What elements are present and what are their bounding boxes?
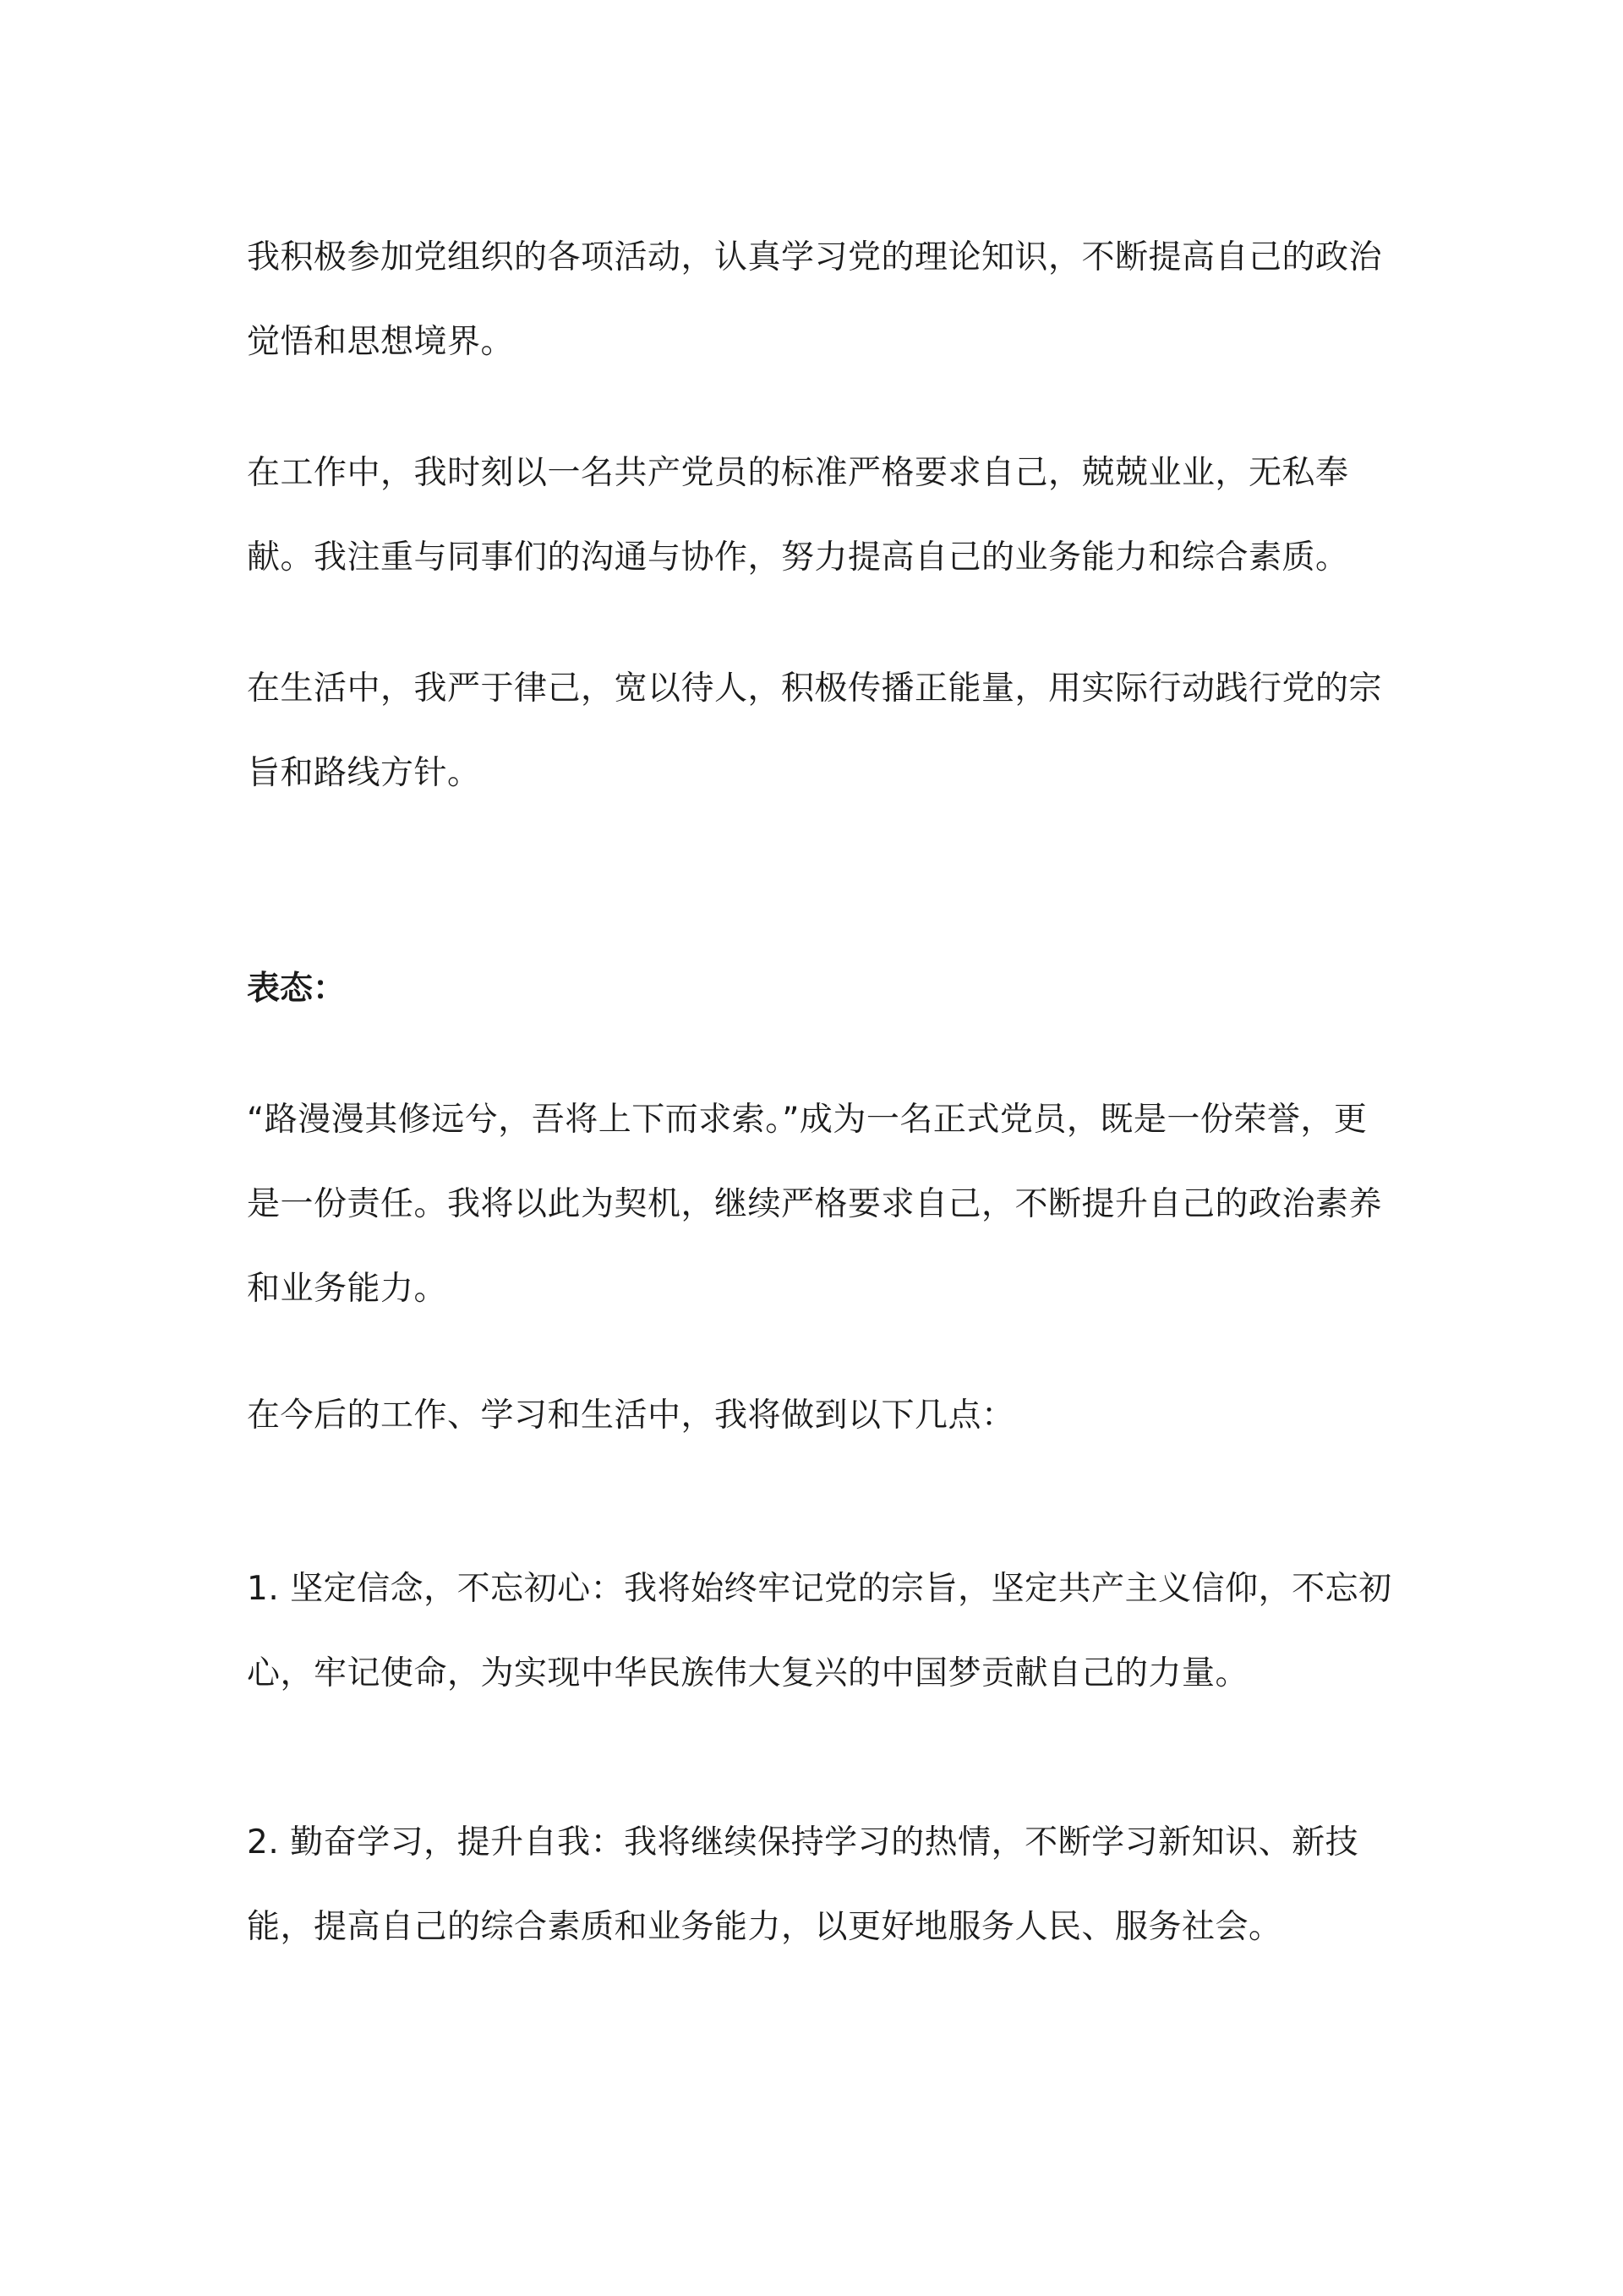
paragraph-life: 在生活中，我严于律己，宽以待人，积极传播正能量，用实际行动践行党的宗旨和路线方针。 — [247, 670, 1383, 792]
paragraph-party-activities: 我积极参加党组织的各项活动，认真学习党的理论知识，不断提高自己的政治觉悟和思想境界。 — [247, 238, 1383, 361]
paragraph-work: 在工作中，我时刻以一名共产党员的标准严格要求自己，兢兢业业，无私奉献。我注重与同事们的沟通与协作，努力提高自己的业务能力和综合素质。 — [247, 454, 1349, 577]
section-heading-statement: 表态： — [247, 970, 347, 1008]
list-item-point-2: 2. 勤奋学习，提升自我：我将继续保持学习的热情，不断学习新知识、新技能，提高自己的综合素质和业务能力，以更好地服务人民、服务社会。 — [247, 1823, 1359, 1946]
paragraph-statement-intro: “路漫漫其修远兮，吾将上下而求索。”成为一名正式党员，既是一份荣誉，更是一份责任。我将以此为契机，继续严格要求自己，不断提升自己的政治素养和业务能力。 — [247, 1101, 1383, 1308]
paragraph-statement-lead: 在今后的工作、学习和生活中，我将做到以下几点： — [247, 1397, 1015, 1435]
list-item-point-1: 1. 坚定信念，不忘初心：我将始终牢记党的宗旨，坚定共产主义信仰，不忘初心，牢记使命，为实现中华民族伟大复兴的中国梦贡献自己的力量。 — [247, 1570, 1392, 1692]
